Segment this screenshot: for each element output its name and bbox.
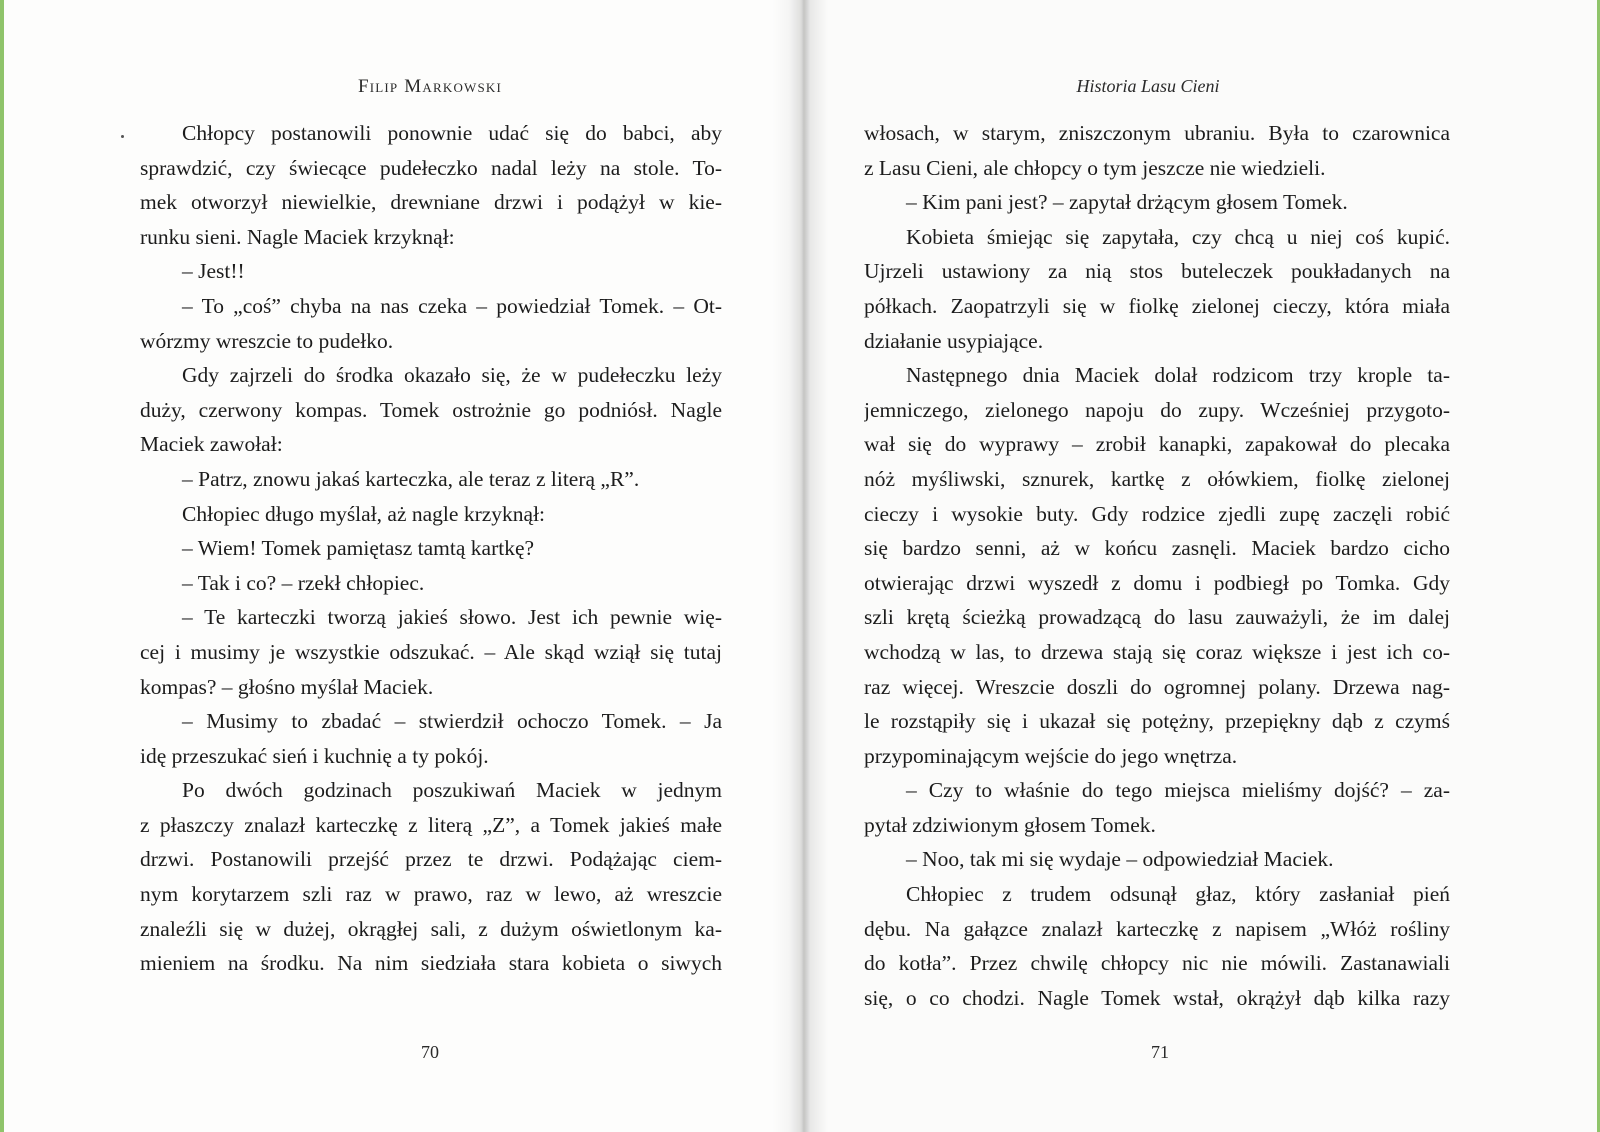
text-line: Maciek zawołał: (140, 432, 283, 457)
text-line: Po dwóch godzinach poszukiwań Maciek w jednym (182, 778, 722, 803)
text-line: mieniem na środku. Na nim siedziała stara kobieta o siwych (140, 951, 722, 976)
text-line: – Patrz, znowu jakaś karteczka, ale teraz z literą „R”. (182, 466, 640, 491)
text-line: otwierając drzwi wyszedł z domu i podbiegł po Tomka. Gdy (864, 570, 1450, 595)
right-page (800, 0, 1600, 1132)
text-line: duży, czerwony kompas. Tomek ostrożnie go podniósł. Nagle (140, 397, 722, 422)
text-line: nym korytarzem szli raz w prawo, raz w lewo, aż wreszcie (140, 882, 722, 907)
text-line: z Lasu Cieni, ale chłopcy o tym jeszcze nie wiedzieli. (864, 155, 1326, 180)
text-line: le rozstąpiły się i ukazał się potężny, przepiękny dąb z czymś (864, 709, 1450, 734)
text-line: się bardzo senni, aż w końcu zasnęli. Maciek bardzo cicho (864, 536, 1450, 561)
text-line: drzwi. Postanowili przejść przez te drzwi. Podążając ciem- (140, 847, 722, 872)
left-page-body (140, 116, 722, 981)
text-line: Gdy zajrzeli do środka okazało się, że w pudełeczku leży (182, 363, 722, 388)
text-line: szli krętą ścieżką prowadzącą do lasu zauważyli, że im dalej (864, 605, 1450, 630)
text-line: jemniczego, zielonego napoju do zupy. Wcześniej przygoto- (864, 397, 1450, 422)
text-line: dębu. Na gałązce znalazł karteczkę z napisem „Włóż rośliny (864, 916, 1450, 941)
text-line: z płaszczy znalazł karteczkę z literą „Z”, a Tomek jakieś małe (140, 812, 722, 837)
text-line: – Musimy to zbadać – stwierdził ochoczo Tomek. – Ja (182, 709, 722, 734)
text-line: Chłopiec z trudem odsunął głaz, który zasłaniał pień (906, 882, 1450, 907)
right-page-body (864, 116, 1450, 1015)
text-line: znaleźli się w dużej, okrągłej sali, z dużym oświetlonym ka- (140, 916, 722, 941)
text-line: Ujrzeli ustawiony za nią stos buteleczek poukładanych na (864, 259, 1450, 284)
text-line: działanie usypiające. (864, 328, 1044, 353)
text-line: Kobieta śmiejąc się zapytała, czy chcą u niej coś kupić. (906, 224, 1450, 249)
text-line: nóż myśliwski, sznurek, kartkę z ołówkiem, fiolkę zielonej (864, 466, 1450, 491)
text-line: kompas? – głośno myślał Maciek. (140, 674, 434, 699)
text-line: – Wiem! Tomek pamiętasz tamtą kartkę? (182, 536, 535, 561)
text-line: do kotła”. Przez chwilę chłopcy nic nie mówili. Zastanawiali (864, 951, 1450, 976)
text-line: włosach, w starym, zniszczonym ubraniu. Była to czarownica (864, 121, 1450, 145)
text-line: runku sieni. Nagle Maciek krzyknął: (140, 224, 455, 249)
text-line: raz więcej. Wreszcie doszli do ogromnej polany. Drzewa nag- (864, 674, 1450, 699)
text-line: wał się do wyprawy – zrobił kanapki, zapakował do plecaka (864, 432, 1450, 457)
text-line: mek otworzył niewielkie, drewniane drzwi i podążył w kie- (140, 190, 722, 215)
text-line: – Czy to właśnie do tego miejsca mieliśmy dojść? – za- (906, 778, 1450, 803)
text-line: – To „coś” chyba na nas czeka – powiedział Tomek. – Ot- (182, 293, 722, 318)
text-line: półkach. Zaopatrzyli się w fiolkę zielonej cieczy, która miała (864, 293, 1450, 318)
text-line: – Tak i co? – rzekł chłopiec. (182, 570, 425, 595)
page-number-right: 71 (1151, 1042, 1169, 1062)
text-line: idę przeszukać sień i kuchnię a ty pokój. (140, 743, 489, 768)
bullet-speck (121, 135, 124, 138)
text-line: cieczy i wysokie buty. Gdy rodzice zjedli zupę zaczęli robić (864, 501, 1450, 526)
running-head-author: Filip Markowski (357, 76, 503, 97)
running-head-title: Historia Lasu Cieni (1076, 76, 1220, 96)
text-line: – Noo, tak mi się wydaje – odpowiedział Maciek. (906, 847, 1334, 872)
text-line: Chłopiec długo myślał, aż nagle krzyknął: (182, 501, 546, 526)
text-line: sprawdzić, czy świecące pudełeczko nadal leży na stole. To- (140, 155, 722, 180)
text-line: pytał zdziwionym głosem Tomek. (864, 812, 1156, 837)
text-line: wórzmy wreszcie to pudełko. (140, 328, 394, 353)
text-line: – Kim pani jest? – zapytał drżącym głosem Tomek. (906, 190, 1348, 215)
page-number-left: 70 (421, 1042, 439, 1062)
text-line: się, o co chodzi. Nagle Tomek wstał, okrążył dąb kilka razy (864, 985, 1450, 1010)
text-line: wchodzą w las, to drzewa stają się coraz większe i jest ich co- (864, 639, 1450, 664)
text-line: Chłopcy postanowili ponownie udać się do babci, aby (182, 121, 722, 145)
text-line: cej i musimy je wszystkie odszukać. – Ale skąd wziął się tutaj (140, 639, 722, 664)
text-line: przypominającym wejście do jego wnętrza. (864, 743, 1238, 768)
text-line: – Jest!! (182, 259, 245, 284)
text-line: Następnego dnia Maciek dolał rodzicom trzy krople ta- (906, 363, 1450, 388)
book-gutter-shadow (772, 0, 828, 1132)
text-line: – Te karteczki tworzą jakieś słowo. Jest ich pewnie wię- (182, 605, 722, 630)
